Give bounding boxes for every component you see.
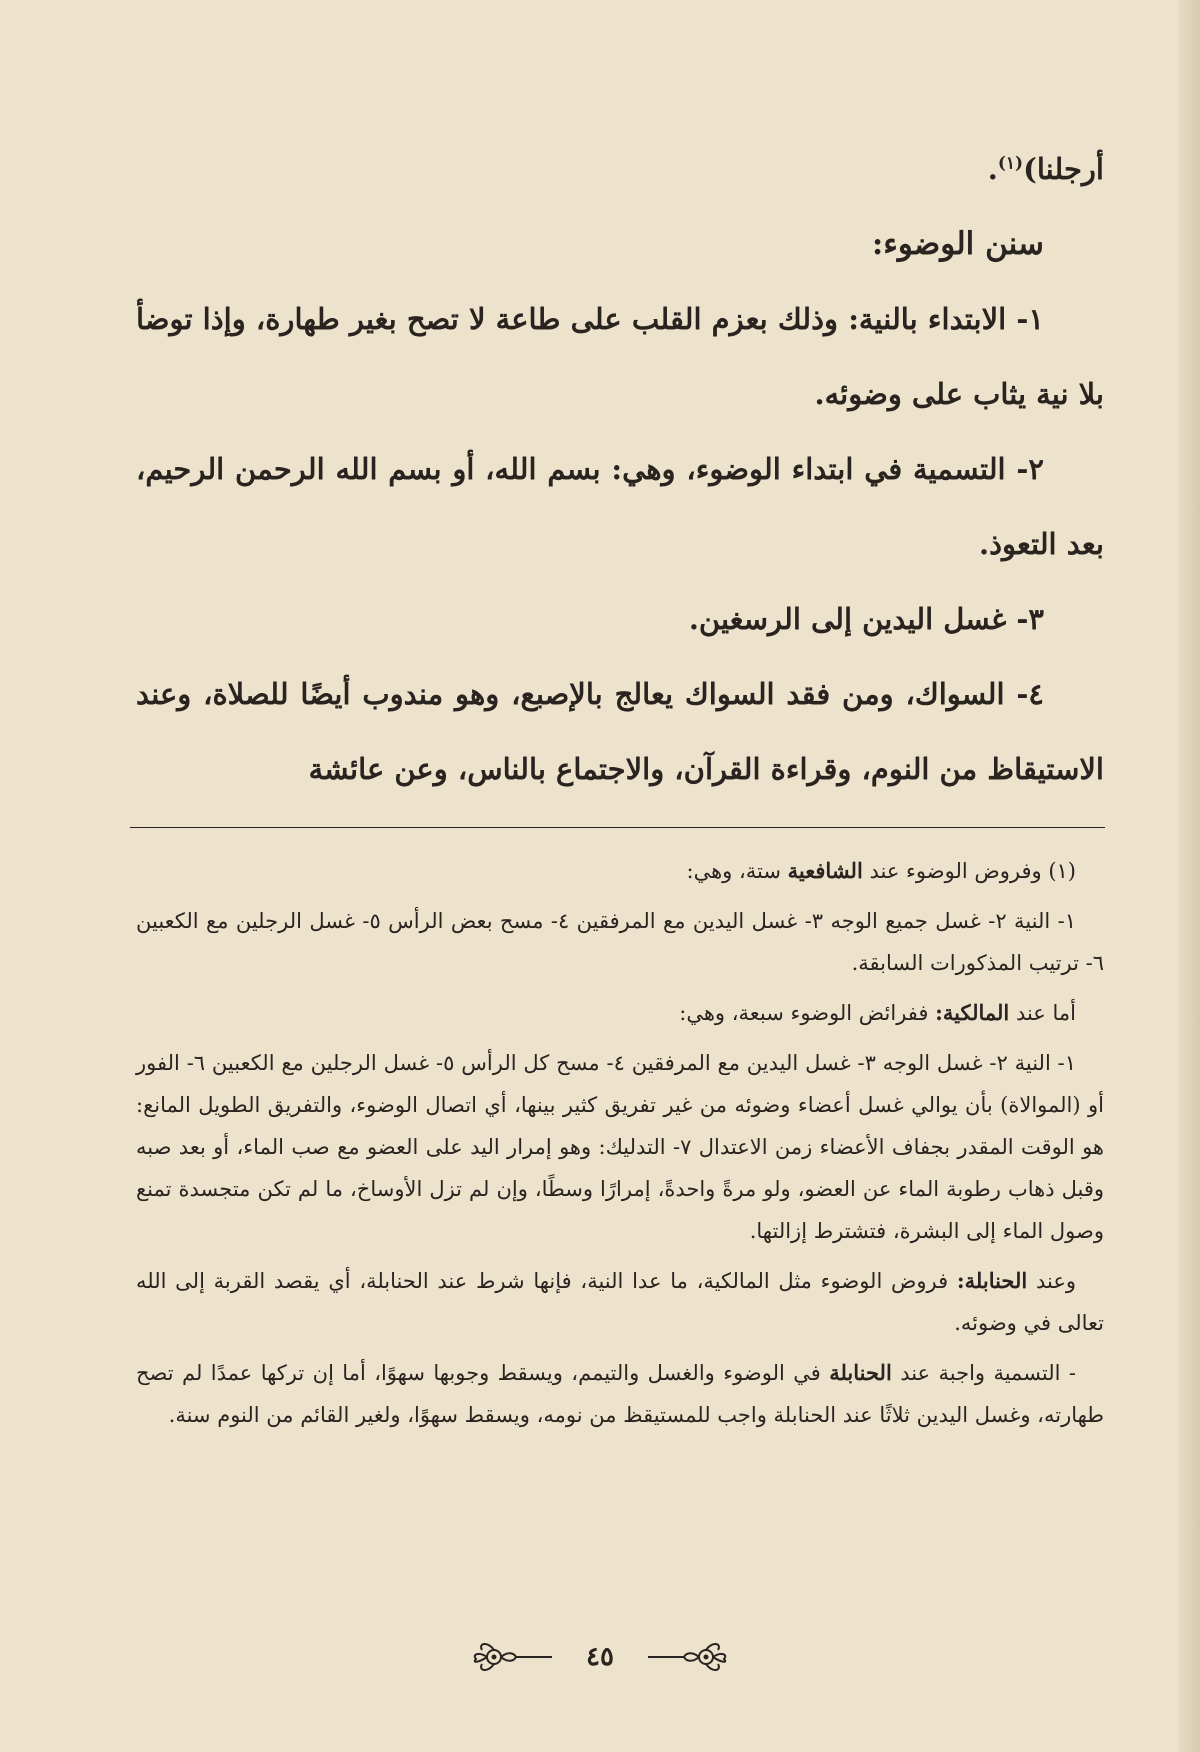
section-heading: سنن الوضوء: [871, 226, 1044, 262]
madhhab-name: الحنابلة [829, 1360, 892, 1385]
madhhab-name: الشافعية [787, 858, 863, 883]
footnote-divider [130, 827, 1105, 828]
page-footer [0, 1632, 1200, 1682]
text: وعند [1027, 1269, 1076, 1293]
text: ففرائض الوضوء سبعة، وهي: [679, 1001, 936, 1025]
footnote-ref: (١) [997, 153, 1024, 174]
footnotes [136, 850, 1104, 1444]
text: في الوضوء والغسل والتيمم، ويسقط وجوبها سهوًا، أما إن تركها عمدًا لم تصح طهارته، وغسل اليدين ثلاثًا عند الحنابلة واجب للمستيقظ من نومه، ويسقط سهوًا، ولغير القائم من النوم سنة. [136, 1361, 1104, 1427]
text: أما عند [1009, 1001, 1076, 1025]
text: (١) وفروض الوضوء عند [862, 859, 1076, 883]
text: ستة، وهي: [686, 859, 788, 883]
sunnah-item-1: ١- الابتداء بالنية: وذلك بعزم القلب على طاعة لا تصح بغير طهارة، وإذا توضأ بلا نية يثاب على وضوئه. [136, 302, 1104, 411]
footnote-shafii-list: ١- النية ٢- غسل جميع الوجه ٣- غسل اليدين مع المرفقين ٤- مسح بعض الرأس ٥- غسل الرجلين مع الكعبين ٦- ترتيب المذكورات السابقة. [136, 909, 1104, 975]
sunnah-item-3: ٣- غسل اليدين إلى الرسغين. [688, 602, 1044, 636]
text: - التسمية واجبة عند [891, 1361, 1076, 1385]
footnote-hanbali [136, 1260, 1104, 1344]
sunnah-item-2: ٢- التسمية في ابتداء الوضوء، وهي: بسم الله، أو بسم الله الرحمن الرحيم، بعد التعوذ. [136, 452, 1104, 561]
intro-text: أرجلنا) [1023, 152, 1104, 186]
main-text [136, 132, 1104, 807]
footnote-maliki-intro [136, 992, 1104, 1034]
floral-ornament-icon [646, 1637, 736, 1677]
footnote-tasmiya [136, 1352, 1104, 1436]
sunnah-item-4: ٤- السواك، ومن فقد السواك يعالج بالإصبع، وهو مندوب أيضًا للصلاة، وعند الاستيقاظ من النوم، وقراءة القرآن، والاجتماع بالناس، وعن عائشة [136, 677, 1104, 786]
footnote-shafii-intro [136, 850, 1104, 892]
intro-line [136, 132, 1104, 207]
madhhab-name: المالكية: [935, 1000, 1010, 1025]
footnote-maliki-list: ١- النية ٢- غسل الوجه ٣- غسل اليدين مع المرفقين ٤- مسح كل الرأس ٥- غسل الرجلين مع الكعبين ٦- الفور أو (الموالاة) بأن يوالي غسل أعضاء وضوئه من غير تفريق كثير بينها، أي اتصال الوضوء، والتفريق الطويل المانع: هو الوقت المقدر بجفاف الأعضاء زمن الاعتدال ٧- التدليك: وهو إمرار اليد على العضو مع صب الماء، أو بعد صبه وقبل ذهاب رطوبة الماء عن العضو، ولو مرةً واحدةً، إمرارًا وسطًا، وإن لم تزل الأوساخ، ما لم تكن متجسدة تمنع وصول الماء إلى البشرة، فتشترط إزالتها. [136, 1051, 1104, 1243]
text: فروض الوضوء مثل المالكية، ما عدا النية، فإنها شرط عند الحنابلة، أي يقصد القربة إلى الله تعالى في وضوئه. [136, 1269, 1104, 1335]
floral-ornament-icon [464, 1637, 554, 1677]
page-number: ٤٥ [586, 1642, 614, 1672]
intro-end: . [987, 152, 998, 186]
madhhab-name: الحنابلة: [956, 1268, 1028, 1293]
